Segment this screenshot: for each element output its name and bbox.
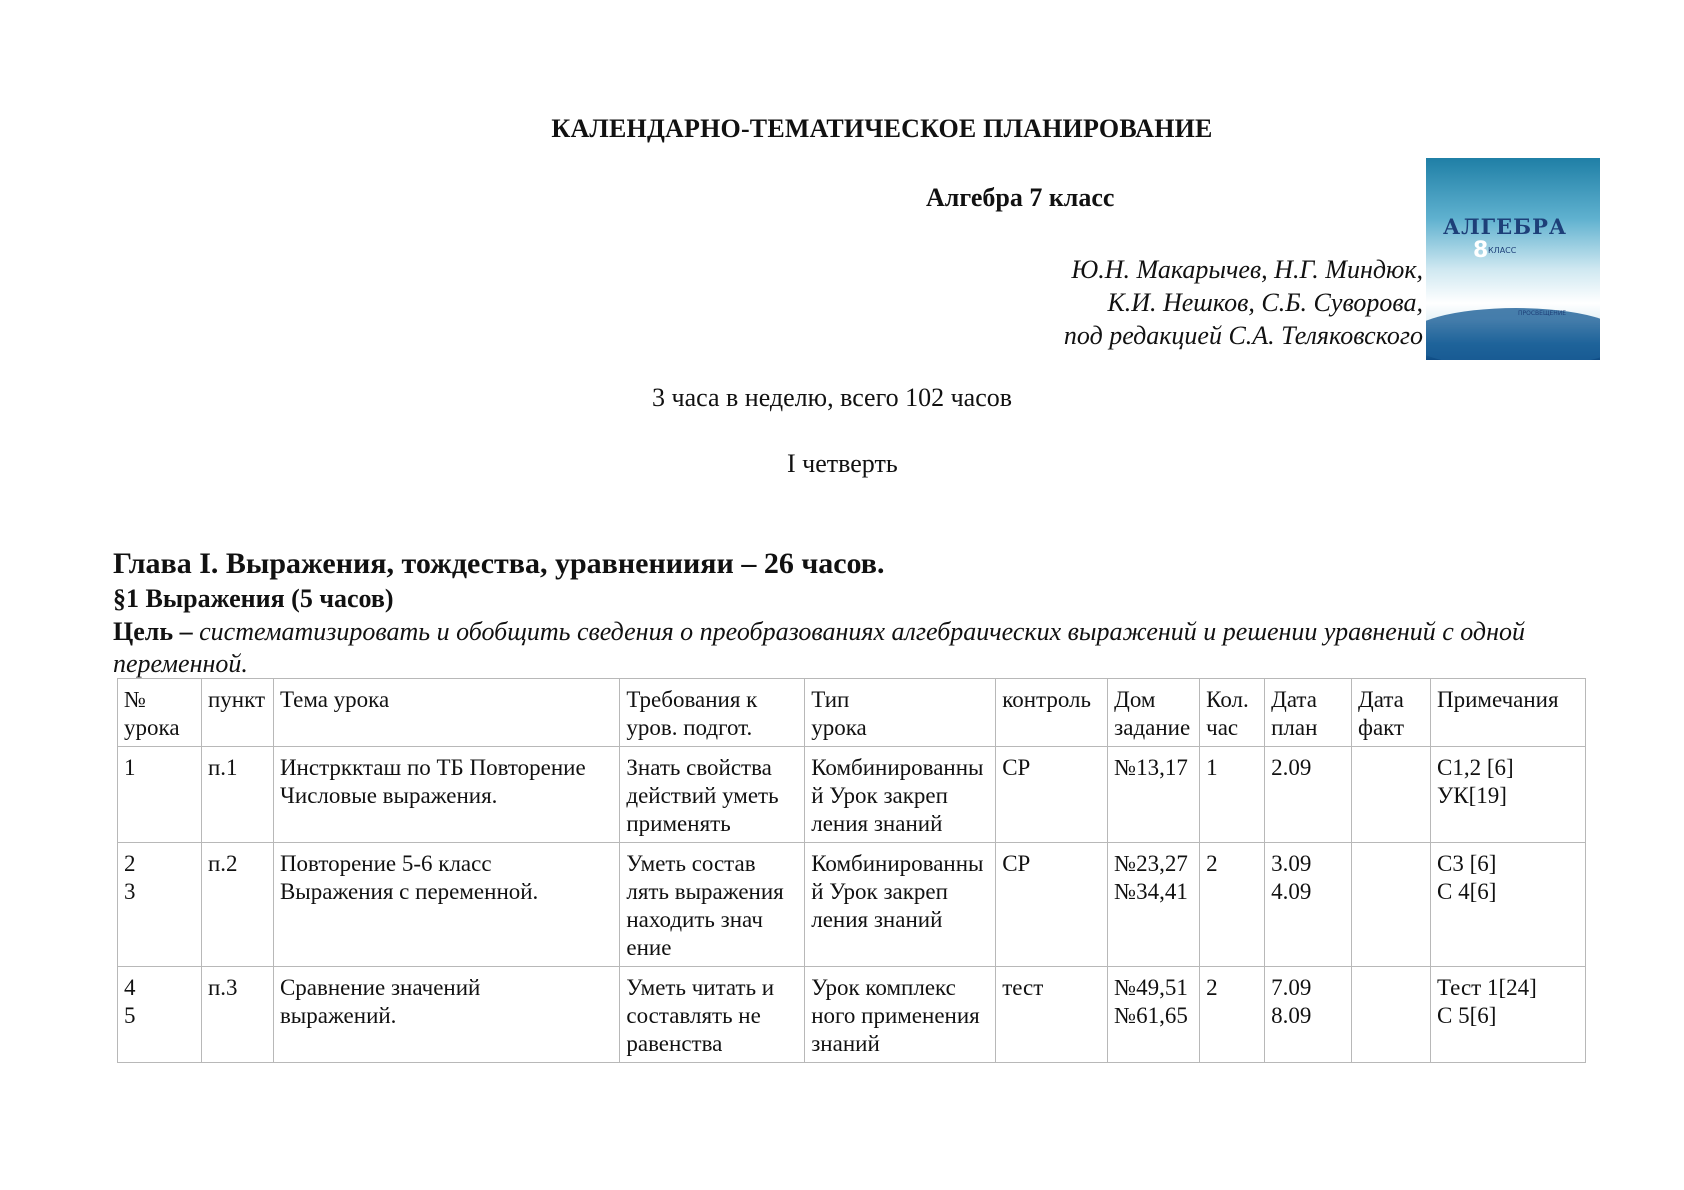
cell-text: равенства — [626, 1031, 723, 1056]
cell-paragraph — [201, 843, 273, 967]
header-text: уров. подгот. — [626, 715, 753, 740]
cell-paragraph — [201, 747, 273, 843]
cell-text: 5 — [124, 1003, 136, 1028]
cell-homework — [1108, 747, 1200, 843]
cell-text: ение — [626, 935, 672, 960]
cell-text: ления знаний — [811, 907, 943, 932]
table-row — [118, 747, 1586, 843]
cell-lesson-topic — [273, 967, 619, 1063]
cell-text: С 5[6] — [1436, 1003, 1497, 1028]
cell-text: Сравнение значений — [279, 975, 481, 1000]
cell-text: Урок комплекс — [811, 975, 956, 1000]
cell-text: №23,27 — [1114, 851, 1188, 876]
cell-requirements — [620, 843, 805, 967]
goal-text: систематизировать и обобщить сведения о преобразованиях алгебраических выражений и решении уравнений с одной переменной. — [113, 617, 1525, 678]
cell-text: знаний — [811, 1031, 880, 1056]
cover-title: АЛГЕБРА — [1443, 214, 1568, 239]
header-text: Дата — [1271, 687, 1317, 712]
cell-date-fact — [1352, 843, 1431, 967]
header-text: урока — [124, 715, 180, 740]
authors-line: К.И. Нешков, С.Б. Суворова, — [1107, 288, 1423, 317]
cell-text: Уметь читать и — [626, 975, 775, 1000]
cell-text: Знать свойства — [626, 755, 772, 780]
cell-text: Повторение 5-6 класс — [279, 851, 492, 876]
header-text: Требования к — [626, 687, 758, 712]
cell-lesson-type — [805, 843, 996, 967]
cell-text: Инстрккташ по ТБ Повторение — [279, 755, 586, 780]
cell-text: 7.09 — [1271, 975, 1312, 1000]
cell-text: 2 — [124, 851, 136, 876]
header-text: Тема урока — [279, 687, 390, 712]
cell-text: 3.09 — [1271, 851, 1312, 876]
cell-text: п.3 — [207, 975, 238, 1000]
cell-text: 4.09 — [1271, 879, 1312, 904]
cell-text: 3 — [124, 879, 136, 904]
column-header-notes — [1430, 679, 1585, 747]
cell-date-plan — [1265, 747, 1352, 843]
chapter-heading: Глава I. Выражения, тождества, уравнениияи – 26 часов. — [113, 547, 885, 580]
column-header-paragraph — [201, 679, 273, 747]
cell-date-fact — [1352, 747, 1431, 843]
cover-grade: 8 — [1473, 238, 1489, 263]
cell-requirements — [620, 747, 805, 843]
cell-text: тест — [1002, 975, 1044, 1000]
cell-text: С 4[6] — [1436, 879, 1497, 904]
cell-text: применять — [626, 811, 731, 836]
table-row — [118, 967, 1586, 1063]
cell-paragraph — [201, 967, 273, 1063]
cell-text: 8.09 — [1271, 1003, 1312, 1028]
cell-control — [996, 843, 1108, 967]
table-body — [118, 747, 1586, 1063]
table-header-row — [118, 679, 1586, 747]
cell-text: 4 — [124, 975, 136, 1000]
column-header-homework — [1108, 679, 1200, 747]
cell-notes — [1430, 747, 1585, 843]
cell-homework — [1108, 843, 1200, 967]
cell-hours — [1200, 843, 1265, 967]
cell-text: лять выражения — [626, 879, 784, 904]
table-header — [118, 679, 1586, 747]
header-text: № — [124, 687, 146, 712]
column-header-date-plan — [1265, 679, 1352, 747]
cell-notes — [1430, 967, 1585, 1063]
goal-paragraph — [113, 616, 1583, 680]
cell-text: 2 — [1206, 851, 1218, 876]
header-text: пункт — [207, 687, 265, 712]
column-header-date-fact — [1352, 679, 1431, 747]
section-heading: §1 Выражения (5 часов) — [113, 584, 394, 613]
cell-date-plan — [1265, 967, 1352, 1063]
header-text: Тип — [811, 687, 850, 712]
cell-homework — [1108, 967, 1200, 1063]
cell-hours — [1200, 967, 1265, 1063]
cell-control — [996, 747, 1108, 843]
goal-label: Цель – — [113, 617, 200, 646]
cell-lesson-number — [118, 843, 202, 967]
cell-text: ного применения — [811, 1003, 980, 1028]
cell-text: 1 — [1206, 755, 1218, 780]
cell-text: Тест 1[24] — [1436, 975, 1537, 1000]
column-header-lesson-number — [118, 679, 202, 747]
cell-text: №34,41 — [1114, 879, 1188, 904]
header-text: контроль — [1002, 687, 1092, 712]
cell-text: 2 — [1206, 975, 1218, 1000]
cell-text: 2.09 — [1271, 755, 1312, 780]
authors-line: под редакцией С.А. Теляковского — [1063, 321, 1423, 350]
hours-per-week: 3 часа в неделю, всего 102 часов — [652, 383, 1013, 412]
header-text: Дом — [1114, 687, 1156, 712]
cell-text: Комбинированны — [811, 851, 984, 876]
cell-requirements — [620, 967, 805, 1063]
cell-text: №49,51 — [1114, 975, 1188, 1000]
document-title: КАЛЕНДАРНО-ТЕМАТИЧЕСКОЕ ПЛАНИРОВАНИЕ — [551, 114, 1213, 143]
cell-text: находить знач — [626, 907, 763, 932]
cell-text: Уметь состав — [626, 851, 756, 876]
cell-control — [996, 967, 1108, 1063]
header-text: план — [1271, 715, 1318, 740]
cell-lesson-number — [118, 967, 202, 1063]
column-header-lesson-topic — [273, 679, 619, 747]
textbook-cover-image — [1426, 158, 1600, 360]
cell-text: ления знаний — [811, 811, 943, 836]
lesson-plan-table — [117, 678, 1586, 1063]
cell-text: №61,65 — [1114, 1003, 1188, 1028]
column-header-hours — [1200, 679, 1265, 747]
cell-lesson-topic — [273, 747, 619, 843]
cell-text: УК[19] — [1436, 783, 1507, 808]
cell-date-fact — [1352, 967, 1431, 1063]
authors-line: Ю.Н. Макарычев, Н.Г. Миндюк, — [1071, 255, 1423, 284]
cell-text: №13,17 — [1114, 755, 1188, 780]
cell-text: действий уметь — [626, 783, 779, 808]
subject-label: Алгебра 7 класс — [926, 183, 1115, 212]
cover-publisher: ПРОСВЕЩЕНИЕ — [1518, 310, 1567, 317]
header-text: Дата — [1358, 687, 1404, 712]
cell-text: Числовые выражения. — [279, 783, 498, 808]
table-row — [118, 843, 1586, 967]
cell-text: Комбинированны — [811, 755, 984, 780]
cell-text: составлять не — [626, 1003, 761, 1028]
cell-date-plan — [1265, 843, 1352, 967]
header-text: урока — [811, 715, 867, 740]
cell-text: й Урок закреп — [811, 783, 948, 808]
cover-wave-decoration — [1426, 308, 1600, 360]
column-header-requirements — [620, 679, 805, 747]
cell-text: С3 [6] — [1436, 851, 1497, 876]
header-text: Кол. — [1206, 687, 1249, 712]
cell-text: выражений. — [279, 1003, 397, 1028]
cell-hours — [1200, 747, 1265, 843]
quarter-label: I четверть — [787, 449, 898, 478]
header-text: задание — [1114, 715, 1191, 740]
cell-lesson-type — [805, 967, 996, 1063]
cell-lesson-topic — [273, 843, 619, 967]
header-text: факт — [1358, 715, 1405, 740]
cell-notes — [1430, 843, 1585, 967]
cell-lesson-type — [805, 747, 996, 843]
cell-text: й Урок закреп — [811, 879, 948, 904]
cell-text: п.2 — [207, 851, 238, 876]
header-text: Примечания — [1436, 687, 1559, 712]
cell-text: СР — [1002, 851, 1031, 876]
cell-text: 1 — [124, 755, 136, 780]
authors-block — [1064, 253, 1423, 352]
cell-text: Выражения с переменной. — [279, 879, 539, 904]
cell-text: СР — [1002, 755, 1031, 780]
column-header-control — [996, 679, 1108, 747]
column-header-lesson-type — [805, 679, 996, 747]
cell-text: С1,2 [6] — [1436, 755, 1514, 780]
cover-klass: КЛАСС — [1488, 246, 1517, 255]
header-text: час — [1206, 715, 1239, 740]
cell-text: п.1 — [207, 755, 238, 780]
cell-lesson-number — [118, 747, 202, 843]
